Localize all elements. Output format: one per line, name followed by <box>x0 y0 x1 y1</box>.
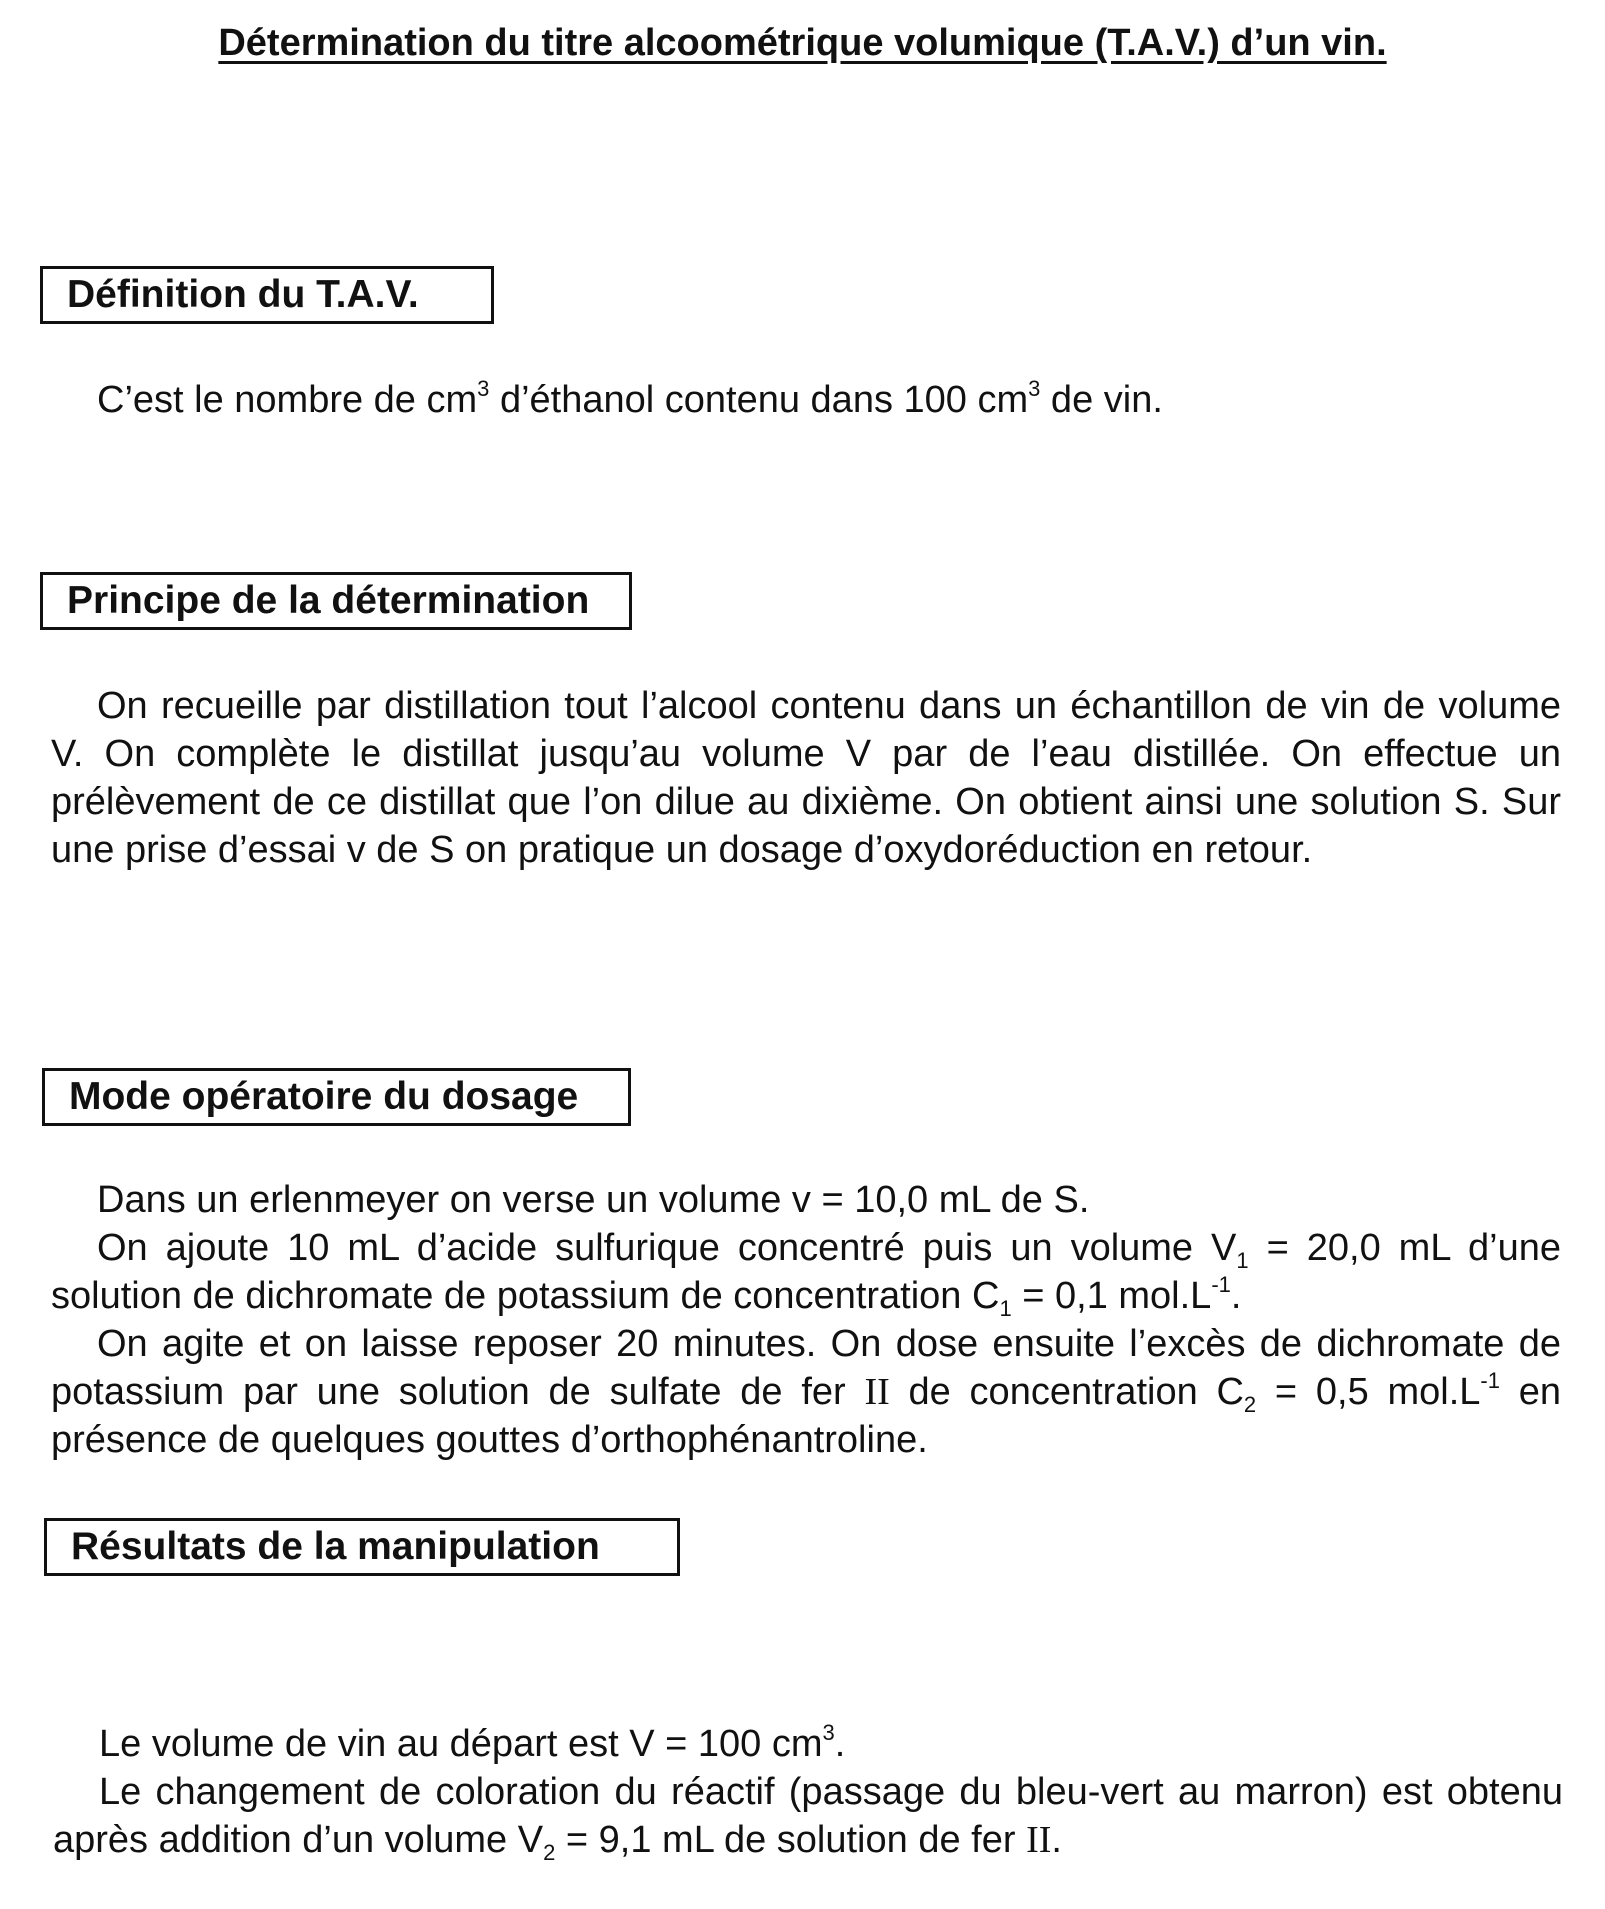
mode-step-2: On ajoute 10 mL d’acide sulfurique concentré puis un volume $V_1 = 20,0$ mL d’une solution de dichromate de potassium de concentration $C_1 = 0,1$ $mol.L^{-1}$. <box>51 1227 1561 1321</box>
resultat-volume: Le volume de vin au départ est V = 100 $cm^3$. <box>99 1720 846 1765</box>
heading-mode-operatoire <box>42 1068 631 1126</box>
heading-definition <box>40 266 494 324</box>
heading-resultats <box>44 1518 680 1576</box>
mode-step-1: Dans un erlenmeyer on verse un volume v = 10,0 mL de S. <box>97 1179 1090 1221</box>
resultats-text <box>53 1720 1563 1864</box>
heading-mode-operatoire-label: Mode opératoire du dosage <box>69 1075 579 1118</box>
heading-resultats-label: Résultats de la manipulation <box>71 1525 600 1568</box>
definition-text: C’est le nombre de $cm^3$ d’éthanol contenu dans 100 $cm^3$ de vin. <box>97 376 1163 421</box>
principe-paragraph: On recueille par distillation tout l’alcool contenu dans un échantillon de vin de volume V. On complète le distillat jusqu’au volume V par de l’eau distillée. On effectue un prélèvement de ce distillat que l’on dilue au dixième. On obtient ainsi une solution S. Sur une prise d’essai v de S on pratique un dosage d’oxydoréduction en retour. <box>51 685 1561 871</box>
heading-definition-label: Définition du T.A.V. <box>67 273 419 316</box>
resultat-coloration: Le changement de coloration du réactif (passage du bleu-vert au marron) est obtenu après addition d’un volume $V_2 = 9,1$ mL de solution de fer II. <box>53 1771 1563 1865</box>
mode-operatoire-text <box>51 1176 1561 1464</box>
heading-principe-label: Principe de la détermination <box>67 579 590 622</box>
mode-step-3: On agite et on laisse reposer 20 minutes. On dose ensuite l’excès de dichromate de potassium par une solution de sulfate de fer II de concentration $C_2 = 0,5$ $mol.L^{-1}$ en présence de quelques gouttes d’orthophénantroline. <box>51 1323 1562 1461</box>
heading-principe <box>40 572 632 630</box>
document-title: Détermination du titre alcoométrique volumique (T.A.V.) d’un vin. <box>218 22 1387 64</box>
